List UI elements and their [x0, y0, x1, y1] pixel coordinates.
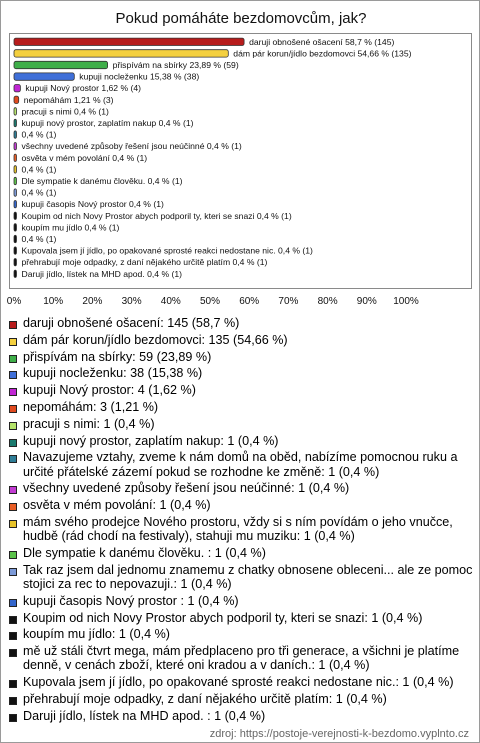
bar-label: Koupim od nich Novy Prostor abych podporil ty, kteri se snazi 0,4 % (1) [21, 210, 292, 221]
legend-swatch [9, 649, 17, 657]
legend-swatch [9, 439, 17, 447]
legend-swatch [9, 714, 17, 722]
legend-item [9, 498, 474, 512]
bar-label: Daruji jídlo, lístek na MHD apod. 0,4 % (1) [21, 268, 182, 279]
bar-label: přehrabují moje odpadky, z daní nějakého určitě platím 0,4 % (1) [21, 257, 268, 268]
legend-label: kupuji nocleženku: 38 (15,38 %) [23, 366, 203, 381]
bar [14, 212, 17, 219]
legend-item [9, 481, 474, 495]
x-tick-label: 0% [6, 296, 22, 307]
bar-label: daruji obnošené ošacení 58,7 % (145) [249, 36, 395, 47]
bar-label: 0,4 % (1) [21, 234, 57, 244]
bar-label: Kupovala jsem jí jídlo, po opakované sprosté reakci nedostane nic. 0,4 % (1) [21, 245, 313, 256]
legend-item [9, 515, 474, 543]
legend-label: Dle sympatie k danému člověku. : 1 (0,4 %) [23, 545, 266, 560]
bar [14, 259, 17, 266]
x-tick-label: 70% [278, 296, 299, 307]
x-tick-label: 60% [239, 296, 260, 307]
bar [14, 96, 19, 103]
legend-label: Daruji jídlo, lístek na MHD apod. : 1 (0,4 %) [23, 708, 266, 723]
bar [14, 73, 74, 80]
bar [14, 50, 228, 57]
bar [14, 201, 17, 208]
x-tick-label: 100% [393, 296, 419, 307]
bar-label: nepomáhám 1,21 % (3) [23, 94, 114, 105]
bar [14, 247, 17, 254]
legend-swatch [9, 371, 17, 379]
bar-label: pracuji s nimi 0,4 % (1) [21, 106, 109, 117]
legend-label: mám svého prodejce Nového prostoru, vždy si s ním povídám o jeho vnučce, hudbě (rád chodí na festivaly), stahuji mu muziku: 1 (0,4 %) [23, 514, 453, 544]
legend-label: kupuji Nový prostor: 4 (1,62 %) [23, 383, 196, 398]
legend-item [9, 692, 474, 706]
legend-item [9, 644, 474, 672]
legend-swatch [9, 680, 17, 688]
legend-swatch [9, 697, 17, 705]
bar-chart [1, 1, 480, 311]
x-tick-label: 50% [199, 296, 221, 307]
legend-item [9, 594, 474, 608]
legend-item [9, 366, 474, 380]
legend-swatch [9, 338, 17, 346]
bar [14, 270, 17, 277]
bar [14, 38, 244, 45]
legend-item [9, 611, 474, 625]
source-note: zdroj: https://postoje-verejnosti-k-bezdomo.vyplnto.cz [209, 728, 469, 740]
legend-item [9, 417, 474, 431]
bar-label: Dle sympatie k danému člověku. 0,4 % (1) [21, 176, 183, 186]
legend-swatch [9, 422, 17, 430]
bar [14, 189, 17, 196]
legend-item [9, 383, 474, 397]
legend-label: daruji obnošené ošacení: 145 (58,7 %) [23, 316, 240, 330]
legend-item [9, 709, 474, 723]
legend-swatch [9, 486, 17, 494]
legend-swatch [9, 321, 17, 329]
legend-swatch [9, 405, 17, 413]
legend-label: kupuji nový prostor, zaplatím nakup: 1 (0,4 %) [23, 433, 279, 448]
x-tick-label: 90% [356, 296, 377, 307]
x-tick-label: 10% [43, 296, 64, 307]
legend-label: Kupovala jsem jí jídlo, po opakované sprosté reakci nedostane nic.: 1 (0,4 %) [23, 675, 454, 690]
bar-label: všechny uvedené způsoby řešení jsou neúčinné 0,4 % (1) [21, 141, 242, 152]
bar-label: 0,4 % (1) [21, 129, 57, 140]
bar [14, 119, 17, 126]
bar [14, 177, 17, 184]
legend-item [9, 316, 474, 330]
bar-label: přispívám na sbírky 23,89 % (59) [112, 60, 239, 70]
bar-label: dám pár korun/jídlo bezdomovci 54,66 % (135) [233, 48, 412, 59]
legend-label: osvěta v mém povolání: 1 (0,4 %) [23, 498, 211, 513]
bar [14, 235, 17, 242]
legend-label: pracuji s nimi: 1 (0,4 %) [23, 416, 155, 431]
legend-item [9, 627, 474, 641]
bar [14, 131, 17, 138]
legend-swatch [9, 503, 17, 511]
legend-label: dám pár korun/jídlo bezdomovci: 135 (54,66 %) [23, 332, 288, 347]
bar-label: kupuji nový prostor, zaplatím nakup 0,4 % (1) [21, 118, 194, 128]
x-tick-label: 20% [82, 296, 103, 307]
bar [14, 143, 17, 150]
legend-item [9, 450, 474, 478]
legend-label: přehrabují moje odpadky, z daní nějakého určitě platím: 1 (0,4 %) [23, 691, 387, 706]
legend-item [9, 400, 474, 414]
legend-item [9, 563, 474, 591]
bar-label: 0,4 % (1) [21, 164, 57, 175]
bar [14, 61, 108, 68]
legend-label: kupuji časopis Nový prostor : 1 (0,4 %) [23, 593, 239, 608]
legend-swatch [9, 388, 17, 396]
legend-swatch [9, 568, 17, 576]
legend [9, 316, 474, 726]
bar-label: koupím mu jídlo 0,4 % (1) [21, 222, 120, 233]
legend-swatch [9, 520, 17, 528]
legend-item [9, 546, 474, 560]
bar-label: kupuji časopis Nový prostor 0,4 % (1) [21, 199, 164, 210]
legend-swatch [9, 455, 17, 463]
legend-swatch [9, 616, 17, 624]
legend-label: přispívám na sbírky: 59 (23,89 %) [23, 349, 212, 364]
bar [14, 154, 17, 161]
legend-label: koupím mu jídlo: 1 (0,4 %) [23, 627, 170, 642]
x-tick-label: 30% [121, 296, 142, 307]
legend-item [9, 675, 474, 689]
legend-label: Koupim od nich Novy Prostor abych podporil ty, kteri se snazi: 1 (0,4 %) [23, 610, 423, 625]
legend-swatch [9, 355, 17, 363]
legend-label: všechny uvedené způsoby řešení jsou neúčinné: 1 (0,4 %) [23, 481, 350, 496]
legend-label: Tak raz jsem dal jednomu znamemu z chatky obnosene obleceni... ale ze pomoc stojici za rec to nepovazuji.: 1 (0,4 %) [23, 562, 473, 591]
bar [14, 85, 20, 92]
legend-item [9, 350, 474, 364]
bar [14, 108, 17, 115]
bar-label: 0,4 % (1) [21, 187, 57, 198]
legend-label: nepomáhám: 3 (1,21 %) [23, 399, 159, 414]
bar [14, 224, 17, 231]
legend-swatch [9, 632, 17, 640]
legend-swatch [9, 551, 17, 559]
x-tick-label: 80% [317, 296, 338, 307]
legend-item [9, 434, 474, 448]
legend-label: Navazujeme vztahy, zveme k nám domů na oběd, nabízíme pomocnou ruku a určité přátelské zázemí pokud se rozhodne ke změně: 1 (0,4 %) [23, 450, 458, 479]
bar [14, 166, 17, 173]
bar-label: kupuji Nový prostor 1,62 % (4) [25, 83, 141, 94]
legend-swatch [9, 599, 17, 607]
chart-title: Pokud pomáháte bezdomovcům, jak? [115, 10, 367, 27]
bar-label: kupuji nocleženku 15,38 % (38) [79, 71, 200, 82]
x-tick-label: 40% [160, 296, 181, 307]
bar-label: osvěta v mém povolání 0,4 % (1) [21, 152, 148, 163]
legend-label: mě už stáli čtvrt mega, mám předplaceno pro tři generace, a všichni je platíme denně, v cenách zboží, které oni kradou a v daních.: 1 (0,4 %) [23, 644, 460, 673]
legend-item [9, 333, 474, 347]
